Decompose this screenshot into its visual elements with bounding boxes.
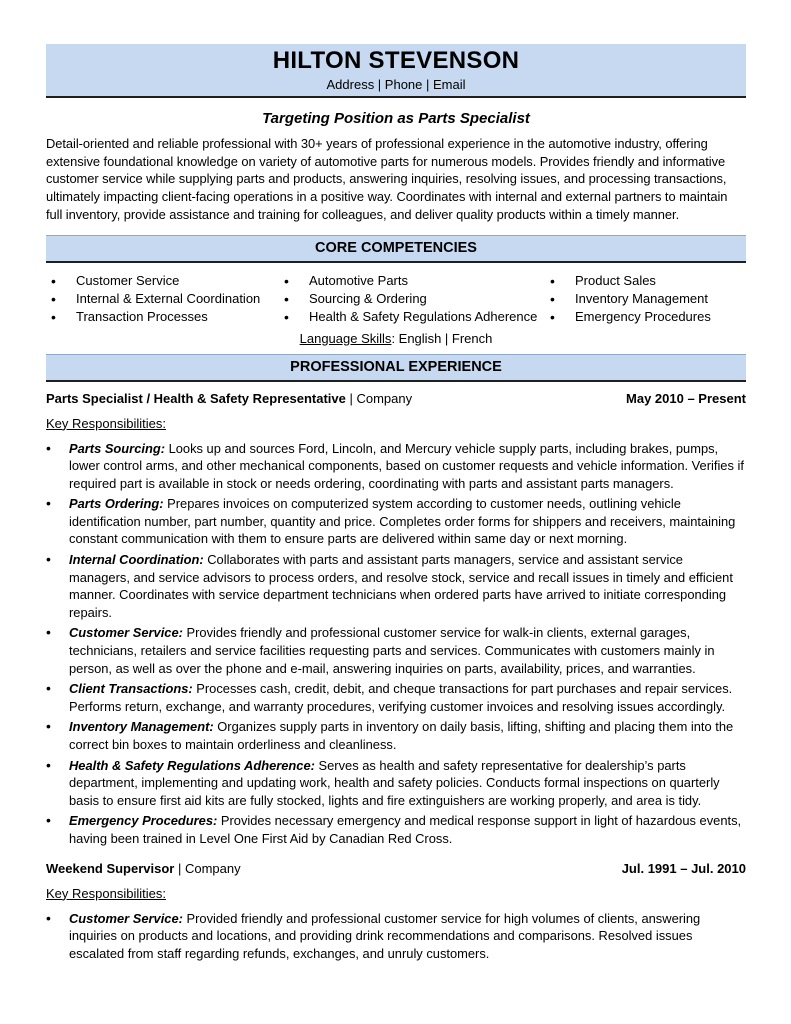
responsibility-text: Provides friendly and professional customer service for walk-in clients, external garages, technicians, retailers and service facilities requesting parts and services. Communicates with customers mainly in person, as well as over the phone and e-mail, answering inquiries on parts, availability, prices, and warranties. <box>69 625 715 676</box>
competencies-grid <box>46 272 746 326</box>
section-heading-experience: PROFESSIONAL EXPERIENCE <box>46 354 746 382</box>
competency-item: • Inventory Management <box>545 290 745 308</box>
section-heading-competencies: CORE COMPETENCIES <box>46 235 746 263</box>
summary-paragraph: Detail-oriented and reliable professional with 30+ years of professional experience in the automotive industry, offering extensive foundational knowledge on variety of automotive parts for numerous models. Provides friendly and informative customer service while supplying parts and products, answering inquiries, resolving issues, and processing transactions, ultimately impacting client-facing operations in a positive way. Coordinates with internal and external partners to maintain full inventory, provide assistance and training for colleagues, and deliver quality products within a timely manner. <box>46 136 728 222</box>
responsibility-item <box>46 680 746 715</box>
responsibility-text: Prepares invoices on computerized system according to customer needs, outlining vehicle identification number, part number, quantity and price. Completes order forms for shippers and receivers, maintaining constant communication with them to ensure parts are delivered within same day or next morning. <box>69 496 736 547</box>
responsibility-text: Provided friendly and professional customer service for high volumes of clients, answering inquiries on products and locations, and providing drink recommendations and comparisons. Resolved issues escalated from staff regarding refunds, exchanges, and unruly customers. <box>69 910 701 961</box>
competencies-column-2 <box>279 272 545 326</box>
responsibility-text: Organizes supply parts in inventory on daily basis, lifting, shifting and placing them into the correct bin boxes to maintain orderliness and cleanliness. <box>69 719 734 753</box>
responsibility-item <box>46 718 746 753</box>
responsibility-label: Client Transactions: <box>69 681 193 697</box>
job-title: Parts Specialist / Health & Safety Representative <box>46 390 346 406</box>
job-dates: May 2010 – Present <box>626 390 746 406</box>
language-skills-value: : English | French <box>391 330 493 346</box>
job-title: Weekend Supervisor <box>46 860 175 876</box>
candidate-name: HILTON STEVENSON <box>272 47 520 74</box>
contact-line: Address | Phone | Email <box>326 77 466 92</box>
key-responsibilities-label: Key Responsibilities: <box>46 885 166 901</box>
language-skills-label: Language Skills <box>299 330 392 346</box>
job-company: | Company <box>174 860 241 876</box>
competency-item: • Sourcing & Ordering <box>279 290 545 308</box>
responsibility-label: Inventory Management: <box>69 719 214 735</box>
responsibility-item <box>46 495 746 548</box>
responsibility-text: Serves as health and safety representative for dealership’s parts department, implementing and updating work, health and safety policies. Conducts formal inspections on quarterly basis to ensure first aid kits are fully stocked, lights and fire extinguishers are working properly, and area is tidy. <box>69 757 720 808</box>
job-dates: Jul. 1991 – Jul. 2010 <box>621 860 746 876</box>
responsibility-text: Collaborates with parts and assistant parts managers, service and assistant service managers, and service advisors to process orders, and resolve stock, service and recall issues in timely and efficient manner. Coordinates with service department technicians when ordered parts have arrived to initiate corresponding repairs. <box>69 552 733 620</box>
responsibility-text: Processes cash, credit, debit, and cheque transactions for part purchases and repair services. Performs return, exchange, and warranty procedures, verifying customer invoices and resolving issues accordingly. <box>69 681 733 714</box>
responsibility-label: Customer Service: <box>69 910 183 926</box>
responsibility-item <box>46 551 746 621</box>
competency-item: • Health & Safety Regulations Adherence <box>279 308 545 326</box>
job-title-line <box>46 860 241 878</box>
responsibility-label: Parts Ordering: <box>69 496 164 512</box>
responsibilities-list <box>46 910 746 963</box>
competency-item: • Product Sales <box>545 272 745 290</box>
job-header <box>46 860 746 878</box>
responsibility-item <box>46 440 746 493</box>
competency-item: • Customer Service <box>46 272 279 290</box>
responsibility-label: Internal Coordination: <box>69 552 204 568</box>
responsibility-label: Customer Service: <box>69 625 183 641</box>
language-skills <box>46 330 746 348</box>
target-position: Targeting Position as Parts Specialist <box>262 110 530 127</box>
job-title-line <box>46 390 412 408</box>
key-responsibilities-label: Key Responsibilities: <box>46 415 166 431</box>
job-header <box>46 390 746 408</box>
competency-item: • Internal & External Coordination <box>46 290 279 308</box>
competency-item: • Emergency Procedures <box>545 308 745 326</box>
responsibilities-list <box>46 440 746 848</box>
responsibility-item <box>46 624 746 677</box>
competencies-column-3 <box>545 272 745 326</box>
competency-item: • Automotive Parts <box>279 272 545 290</box>
header-band <box>46 44 746 98</box>
competency-item: • Transaction Processes <box>46 308 279 326</box>
responsibility-label: Health & Safety Regulations Adherence: <box>69 757 315 773</box>
competencies-column-1 <box>46 272 279 326</box>
responsibility-item <box>46 812 746 847</box>
responsibility-text: Provides necessary emergency and medical response support in light of hazardous events, having been trained in Level One First Aid by Canadian Red Cross. <box>69 813 742 846</box>
responsibility-label: Parts Sourcing: <box>69 440 165 456</box>
responsibility-item <box>46 910 746 963</box>
job-company: | Company <box>345 390 413 406</box>
responsibility-text: Looks up and sources Ford, Lincoln, and Mercury vehicle supply parts, including brakes, pumps, lower control arms, and other mechanical components, based on customer requests and vehicle information. Verifies if required part is available in stock or needs ordering, coordinating with parts and assistant parts managers. <box>69 440 744 491</box>
responsibility-label: Emergency Procedures: <box>69 813 218 829</box>
responsibility-item <box>46 757 746 810</box>
resume-page <box>46 44 746 965</box>
